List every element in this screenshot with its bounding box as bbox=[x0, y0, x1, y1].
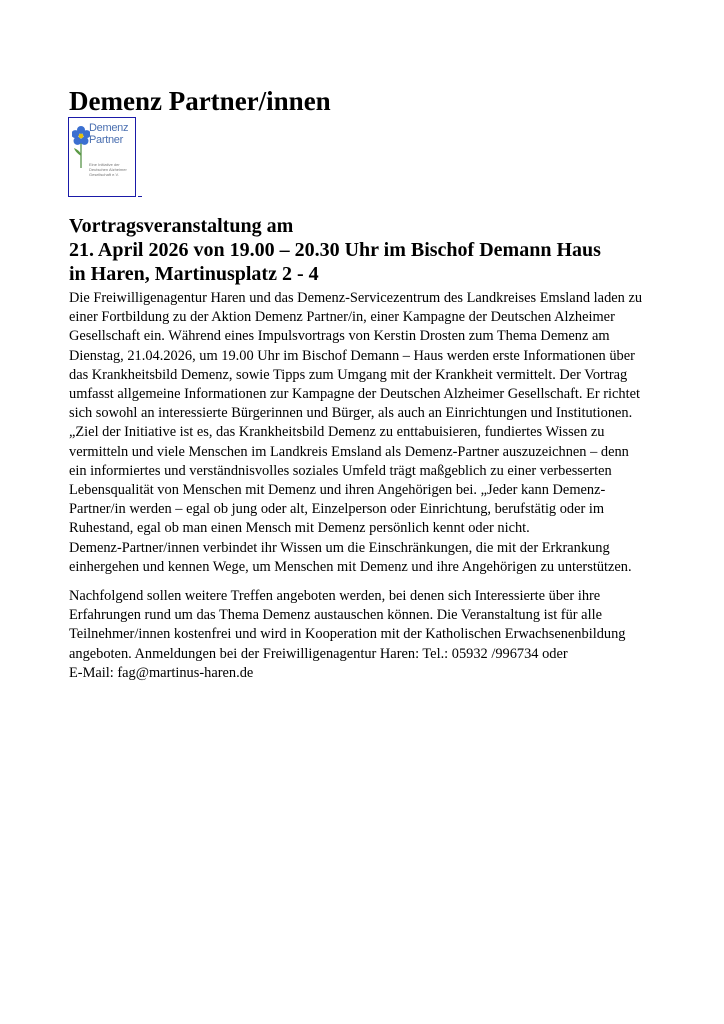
text-line: einhergehen und kennen Wege, um Menschen mit Demenz und ihre Angehörigen zu unterstützen. bbox=[69, 558, 632, 575]
paragraph-1 bbox=[69, 289, 659, 577]
event-heading-line-1: Vortragsveranstaltung am bbox=[69, 215, 294, 237]
text-line: Erfahrungen rund um das Thema Demenz austauschen können. Die Veranstaltung ist für alle bbox=[69, 607, 602, 624]
contact-email-line: E-Mail: fag@martinus-haren.de bbox=[69, 664, 254, 681]
event-heading-line-2: 21. April 2026 von 19.00 – 20.30 Uhr im Bischof Demann Haus bbox=[69, 239, 601, 261]
logo-tagline bbox=[89, 162, 135, 177]
text-line: Gesellschaft ein. Während eines Impulsvortrags von Kerstin Drosten zum Thema Demenz am bbox=[69, 328, 610, 345]
text-line: Nachfolgend sollen weitere Treffen angeboten werden, bei denen sich Interessierte über ihre bbox=[69, 588, 601, 605]
event-heading bbox=[69, 214, 601, 286]
page-title: Demenz Partner/innen bbox=[69, 86, 331, 116]
text-line: sich sowohl an interessierte Bürgerinnen und Bürger, als auch an Einrichtungen und Institutionen. bbox=[69, 405, 633, 422]
text-line: angeboten. Anmeldungen bei der Freiwilligenagentur Haren: Tel.: 05932 /996734 oder bbox=[69, 645, 568, 662]
logo-tagline-line-2: Deutschen Alzheimer Gesellschaft e.V. bbox=[89, 167, 127, 177]
demenz-partner-logo bbox=[68, 117, 136, 197]
text-line: Ruhestand, egal ob man einen Mensch mit Demenz persönlich kennt oder nicht. bbox=[69, 520, 530, 537]
text-line: ein informiertes und verständnisvolles soziales Umfeld trägt maßgeblich zu einer verbesserten bbox=[69, 462, 612, 479]
text-line: Dienstag, 21.04.2026, um 19.00 Uhr im Bischof Demann – Haus werden erste Informationen über bbox=[69, 347, 635, 364]
text-line: das Krankheitsbild Demenz, sowie Tipps zum Umgang mit der Krankheit vermittelt. Der Vortrag bbox=[69, 366, 628, 383]
text-line: umfasst allgemeine Informationen zur Kampagne der Deutschen Alzheimer Gesellschaft. Er richtet bbox=[69, 386, 641, 403]
logo-link[interactable] bbox=[68, 117, 136, 197]
logo-brand-text bbox=[89, 122, 135, 146]
link-underline bbox=[138, 196, 142, 197]
logo-brand-line-2: Partner bbox=[89, 134, 123, 146]
text-line: Die Freiwilligenagentur Haren und das Demenz-Servicezentrum des Landkreises Emsland laden zu bbox=[69, 290, 643, 306]
logo-tagline-line-1: Eine Initiative der bbox=[89, 162, 120, 167]
text-line: Lebensqualität von Menschen mit Demenz und ihren Angehörigen bei. „Jeder kann Demenz- bbox=[69, 482, 606, 499]
text-line: Demenz-Partner/innen verbindet ihr Wissen um die Einschränkungen, die mit der Erkrankung bbox=[69, 539, 610, 556]
text-line: Teilnehmer/innen kostenfrei und wird in Kooperation mit der Katholischen Erwachsenenbildung bbox=[69, 626, 626, 643]
text-line: vermitteln und viele Menschen im Landkreis Emsland als Demenz-Partner auszuzeichnen – denn bbox=[69, 443, 629, 460]
article-body bbox=[69, 289, 659, 683]
text-line: einer Fortbildung zu der Aktion Demenz Partner/in, einer Kampagne der Deutschen Alzheimer bbox=[69, 309, 615, 326]
event-heading-line-3: in Haren, Martinusplatz 2 - 4 bbox=[69, 263, 319, 285]
text-line: „Ziel der Initiative ist es, das Krankheitsbild Demenz zu enttabuisieren, fundiertes Wissen zu bbox=[69, 424, 605, 441]
paragraph-2 bbox=[69, 587, 659, 683]
forget-me-not-flower-icon bbox=[72, 122, 90, 170]
text-line: Partner/in werden – egal ob jung oder alt, Einzelperson oder Einrichtung, berufstätig oder im bbox=[69, 501, 605, 518]
logo-brand-line-1: Demenz bbox=[89, 122, 129, 134]
